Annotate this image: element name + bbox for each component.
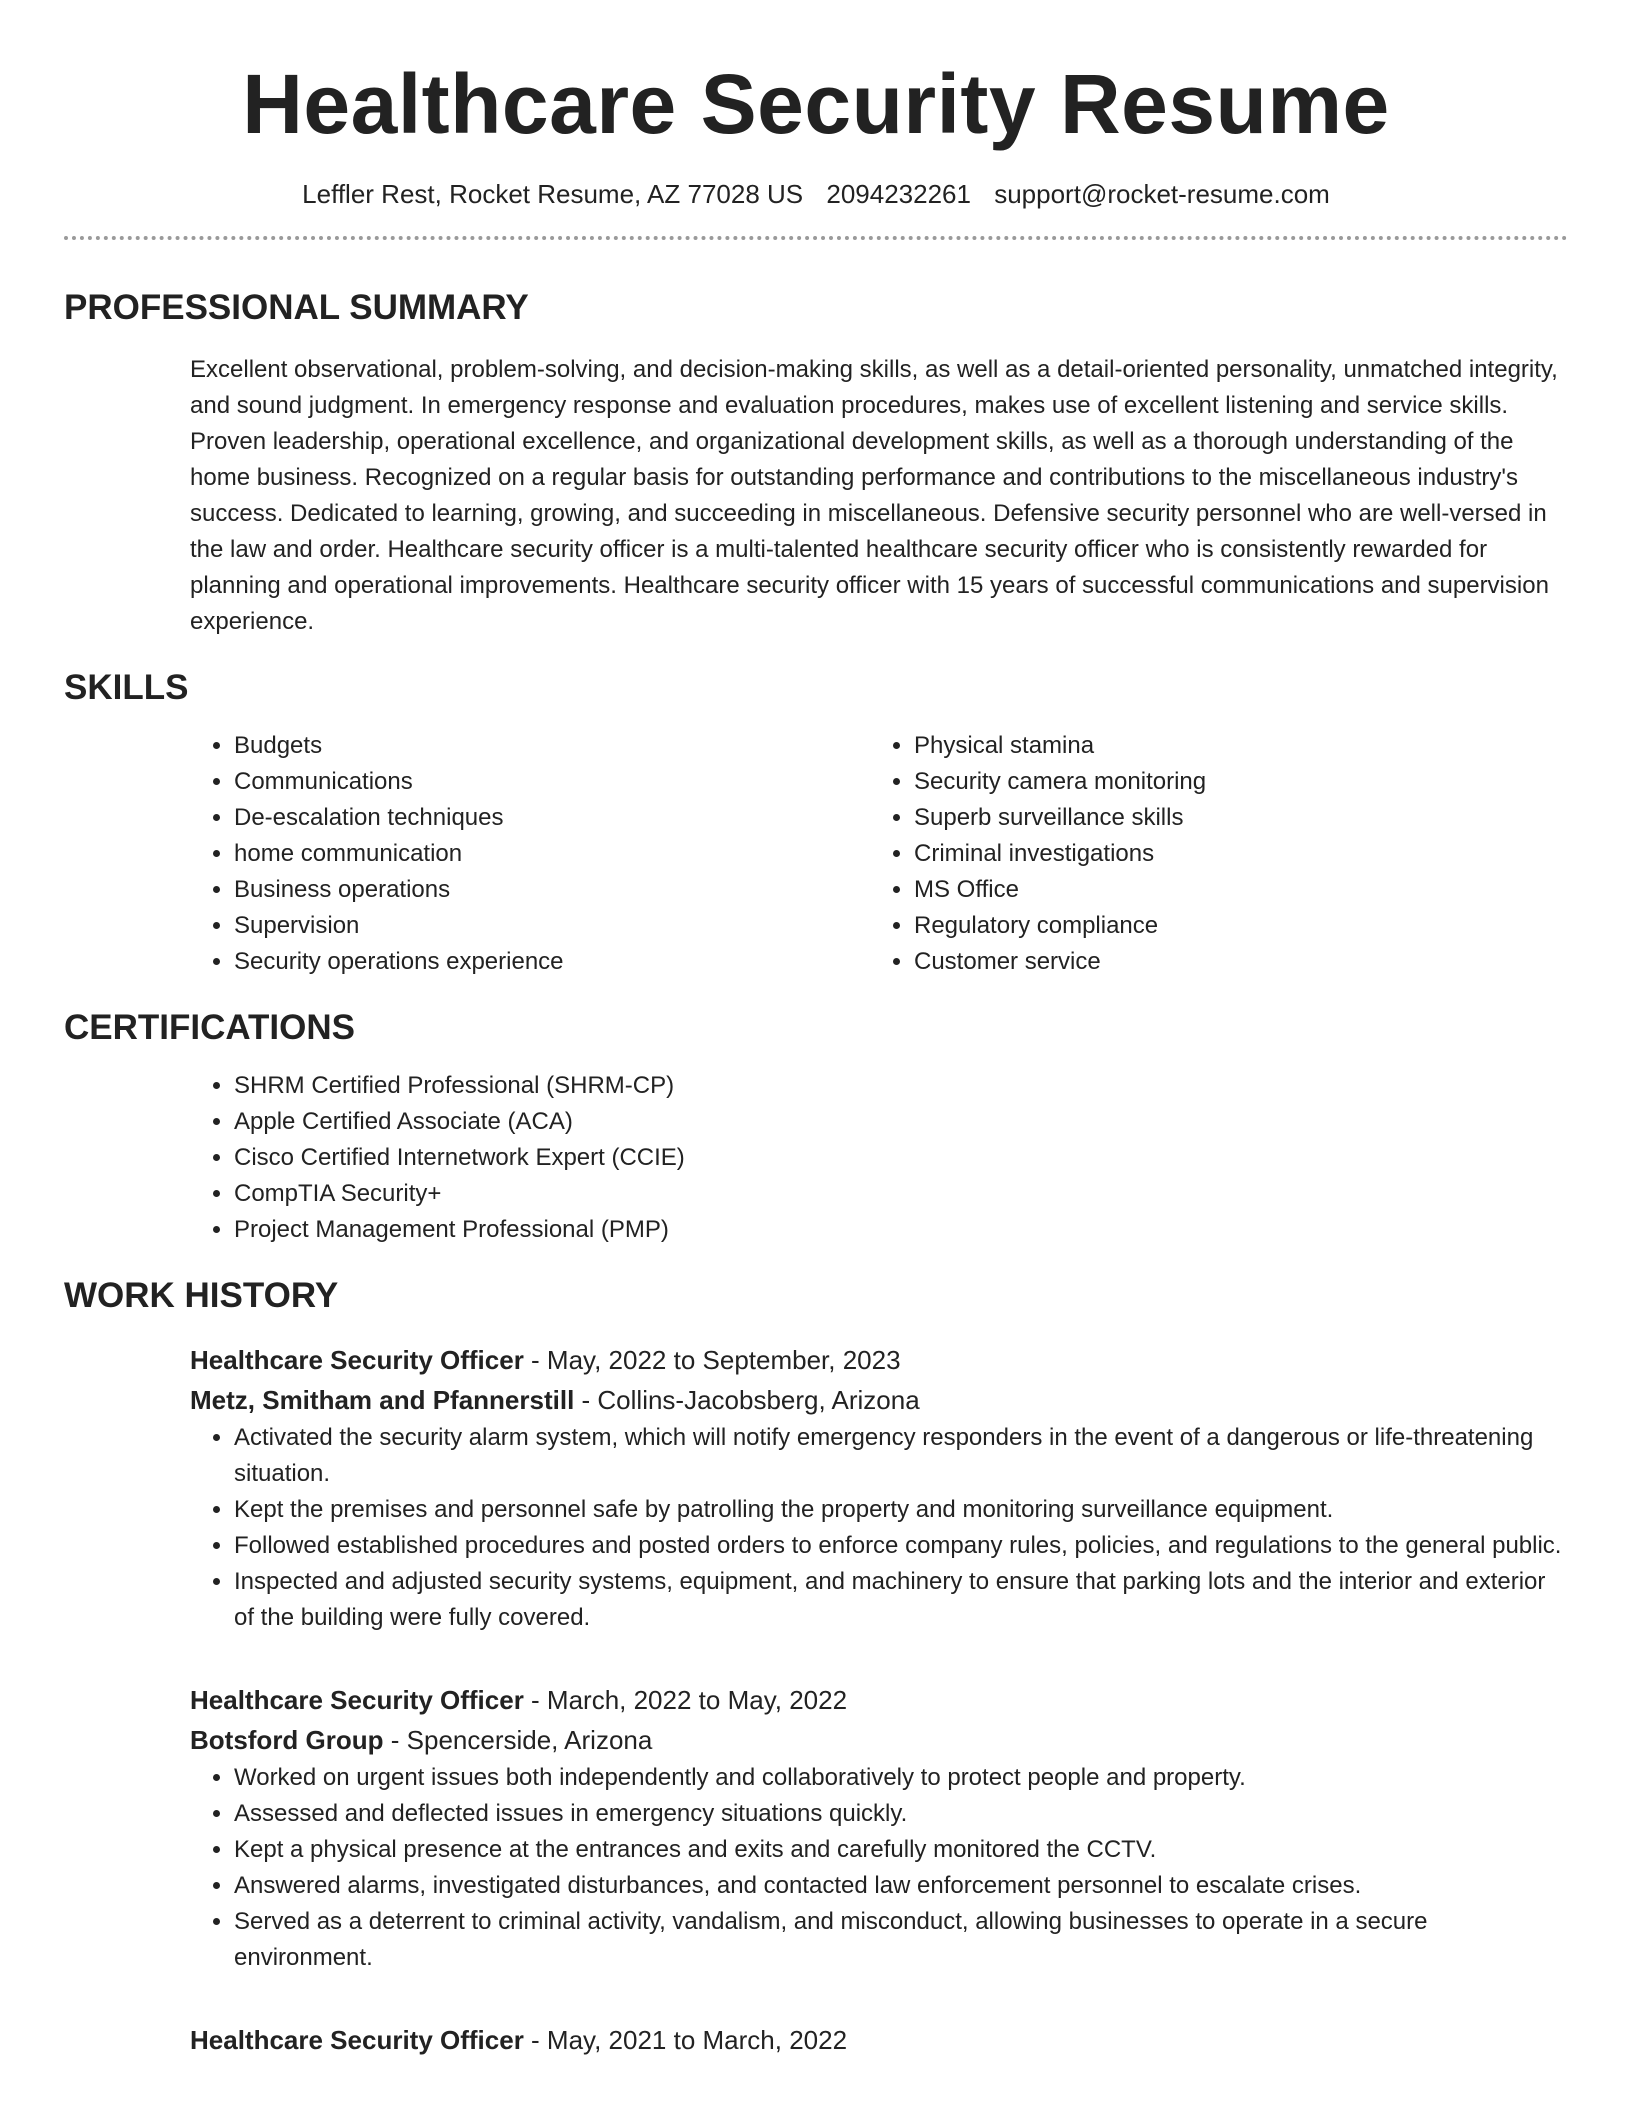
job-dates: - May, 2021 to March, 2022 bbox=[523, 2025, 848, 2055]
skill-item: • MS Office bbox=[914, 872, 1550, 908]
job-bullets bbox=[190, 1420, 1568, 1636]
resume-page bbox=[64, 0, 1568, 2060]
contact-line bbox=[64, 176, 1568, 212]
job-entry bbox=[190, 1340, 1568, 1636]
job-bullet: • Answered alarms, investigated disturbances, and contacted law enforcement personnel to escalate crises. bbox=[234, 1868, 1568, 1904]
skills-list-left bbox=[190, 728, 870, 980]
job-dates: - May, 2022 to September, 2023 bbox=[523, 1345, 901, 1375]
job-location: - Spencerside, Arizona bbox=[383, 1725, 653, 1755]
job-bullet: • Kept a physical presence at the entrances and exits and carefully monitored the CCTV. bbox=[234, 1832, 1568, 1868]
skill-item: • Security camera monitoring bbox=[914, 764, 1550, 800]
section-title-work-history: WORK HISTORY bbox=[64, 1276, 339, 1315]
skills-column-right bbox=[870, 728, 1550, 980]
address: Leffler Rest, Rocket Resume, AZ 77028 US bbox=[302, 179, 804, 209]
summary-text: Excellent observational, problem-solving, and decision-making skills, as well as a detail-oriented personality, unmatched integrity, and sound judgment. In emergency response and evaluation procedures, makes use of excellent listening and service skills. Proven leadership, operational excellence, and organizational development skills, as well as a thorough understanding of the home business. Recognized on a regular basis for outstanding performance and contributions to the miscellaneous industry's success. Dedicated to learning, growing, and succeeding in miscellaneous. Defensive security personnel who are well-versed in the law and order. Healthcare security officer is a multi-talented healthcare security officer who is consistently rewarded for planning and operational improvements. Healthcare security officer with 15 years of successful communications and supervision experience. bbox=[190, 356, 1558, 635]
skill-item: • De-escalation techniques bbox=[234, 800, 870, 836]
skill-item: • Superb surveillance skills bbox=[914, 800, 1550, 836]
job-title-line bbox=[190, 1340, 1568, 1380]
job-company-line bbox=[190, 1720, 1568, 1760]
certifications-list bbox=[190, 1068, 1568, 1248]
job-bullet: • Kept the premises and personnel safe by patrolling the property and monitoring surveillance equipment. bbox=[234, 1492, 1568, 1528]
work-history-section bbox=[64, 1274, 1568, 2060]
job-company: Metz, Smitham and Pfannerstill bbox=[190, 1385, 575, 1415]
job-title: Healthcare Security Officer bbox=[190, 1345, 524, 1375]
skill-item: • Business operations bbox=[234, 872, 870, 908]
certification-item: • Cisco Certified Internetwork Expert (CCIE) bbox=[234, 1140, 1568, 1176]
skill-item: • Supervision bbox=[234, 908, 870, 944]
certification-item: • Apple Certified Associate (ACA) bbox=[234, 1104, 1568, 1140]
job-location: - Collins-Jacobsberg, Arizona bbox=[574, 1385, 920, 1415]
certification-item: • CompTIA Security+ bbox=[234, 1176, 1568, 1212]
job-entry bbox=[190, 1680, 1568, 1976]
job-bullets bbox=[190, 1760, 1568, 1976]
skills-list-right bbox=[870, 728, 1550, 980]
job-bullet: • Worked on urgent issues both independently and collaboratively to protect people and property. bbox=[234, 1760, 1568, 1796]
skill-item: • Budgets bbox=[234, 728, 870, 764]
job-entry bbox=[190, 2020, 1568, 2060]
job-title: Healthcare Security Officer bbox=[190, 2025, 524, 2055]
job-title-line bbox=[190, 1680, 1568, 1720]
skills-grid bbox=[190, 728, 1568, 980]
resume-title: Healthcare Security Resume bbox=[242, 57, 1390, 151]
skill-item: • home communication bbox=[234, 836, 870, 872]
certifications-list-wrap bbox=[190, 1068, 1568, 1248]
job-company: Botsford Group bbox=[190, 1725, 384, 1755]
section-title-summary: PROFESSIONAL SUMMARY bbox=[64, 288, 529, 327]
job-bullet: • Assessed and deflected issues in emergency situations quickly. bbox=[234, 1796, 1568, 1832]
certification-item: • Project Management Professional (PMP) bbox=[234, 1212, 1568, 1248]
skill-item: • Security operations experience bbox=[234, 944, 870, 980]
certification-item: • SHRM Certified Professional (SHRM-CP) bbox=[234, 1068, 1568, 1104]
job-dates: - March, 2022 to May, 2022 bbox=[523, 1685, 848, 1715]
certifications-section bbox=[64, 1006, 1568, 1248]
job-bullet: • Inspected and adjusted security systems, equipment, and machinery to ensure that parking lots and the interior and exterior of the building were fully covered. bbox=[234, 1564, 1568, 1636]
skills-section bbox=[64, 666, 1568, 980]
job-bullet: • Activated the security alarm system, which will notify emergency responders in the event of a dangerous or life-threatening situation. bbox=[234, 1420, 1568, 1492]
job-title-line bbox=[190, 2020, 1568, 2060]
job-title: Healthcare Security Officer bbox=[190, 1685, 524, 1715]
header-divider bbox=[64, 236, 1568, 240]
skill-item: • Criminal investigations bbox=[914, 836, 1550, 872]
skill-item: • Physical stamina bbox=[914, 728, 1550, 764]
phone: 2094232261 bbox=[826, 179, 971, 209]
skill-item: • Communications bbox=[234, 764, 870, 800]
skills-column-left bbox=[190, 728, 870, 980]
skill-item: • Regulatory compliance bbox=[914, 908, 1550, 944]
job-bullet: • Followed established procedures and posted orders to enforce company rules, policies, and regulations to the general public. bbox=[234, 1528, 1568, 1564]
job-bullet: • Served as a deterrent to criminal activity, vandalism, and misconduct, allowing businesses to operate in a secure environment. bbox=[234, 1904, 1568, 1976]
professional-summary-section bbox=[64, 286, 1568, 640]
skill-item: • Customer service bbox=[914, 944, 1550, 980]
section-title-skills: SKILLS bbox=[64, 668, 189, 707]
job-company-line bbox=[190, 1380, 1568, 1420]
email: support@rocket-resume.com bbox=[994, 179, 1330, 209]
section-title-certifications: CERTIFICATIONS bbox=[64, 1008, 356, 1047]
